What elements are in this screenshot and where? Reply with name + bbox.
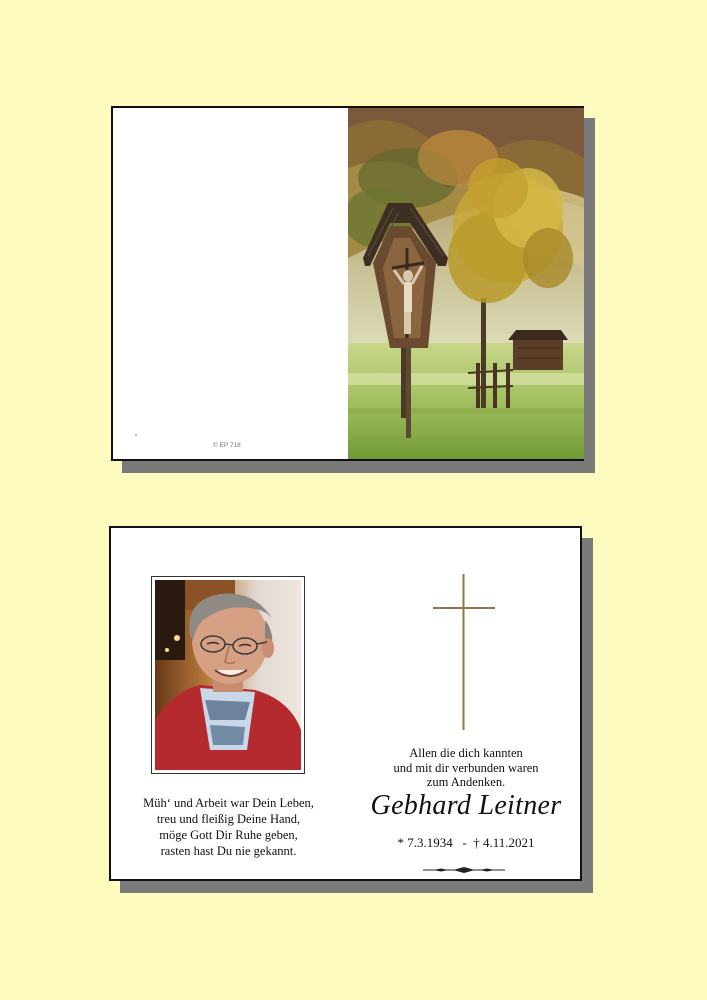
front-card [111,106,584,461]
dedication-line: Allen die dich kannten [409,746,523,760]
portrait-photo [151,576,305,774]
paper-speck [135,434,137,436]
copyright-text: © EP 718 [213,442,241,449]
poem-line: treu und fleißig Deine Hand, [156,812,301,826]
cross-icon [433,574,495,735]
date-separator: - [462,835,467,850]
death-date: † 4.11.2021 [473,835,535,850]
poem-line: Müh‘ und Arbeit war Dein Leben, [143,796,314,810]
dedication-line: zum Andenken. [426,775,506,789]
landscape-image [348,108,584,459]
life-dates [351,835,581,851]
deceased-name: Gebhard Leitner [370,790,562,821]
dedication-line: und mit dir verbunden waren [393,760,539,775]
birth-date: * 7.3.1934 [397,835,453,850]
poem-line: möge Gott Dir Ruhe geben, [159,828,298,842]
inside-card [109,526,582,881]
memorial-poem [111,795,346,859]
dedication-text [351,746,581,790]
ornament-icon [423,860,505,878]
poem-line: rasten hast Du nie gekannt. [160,844,297,858]
